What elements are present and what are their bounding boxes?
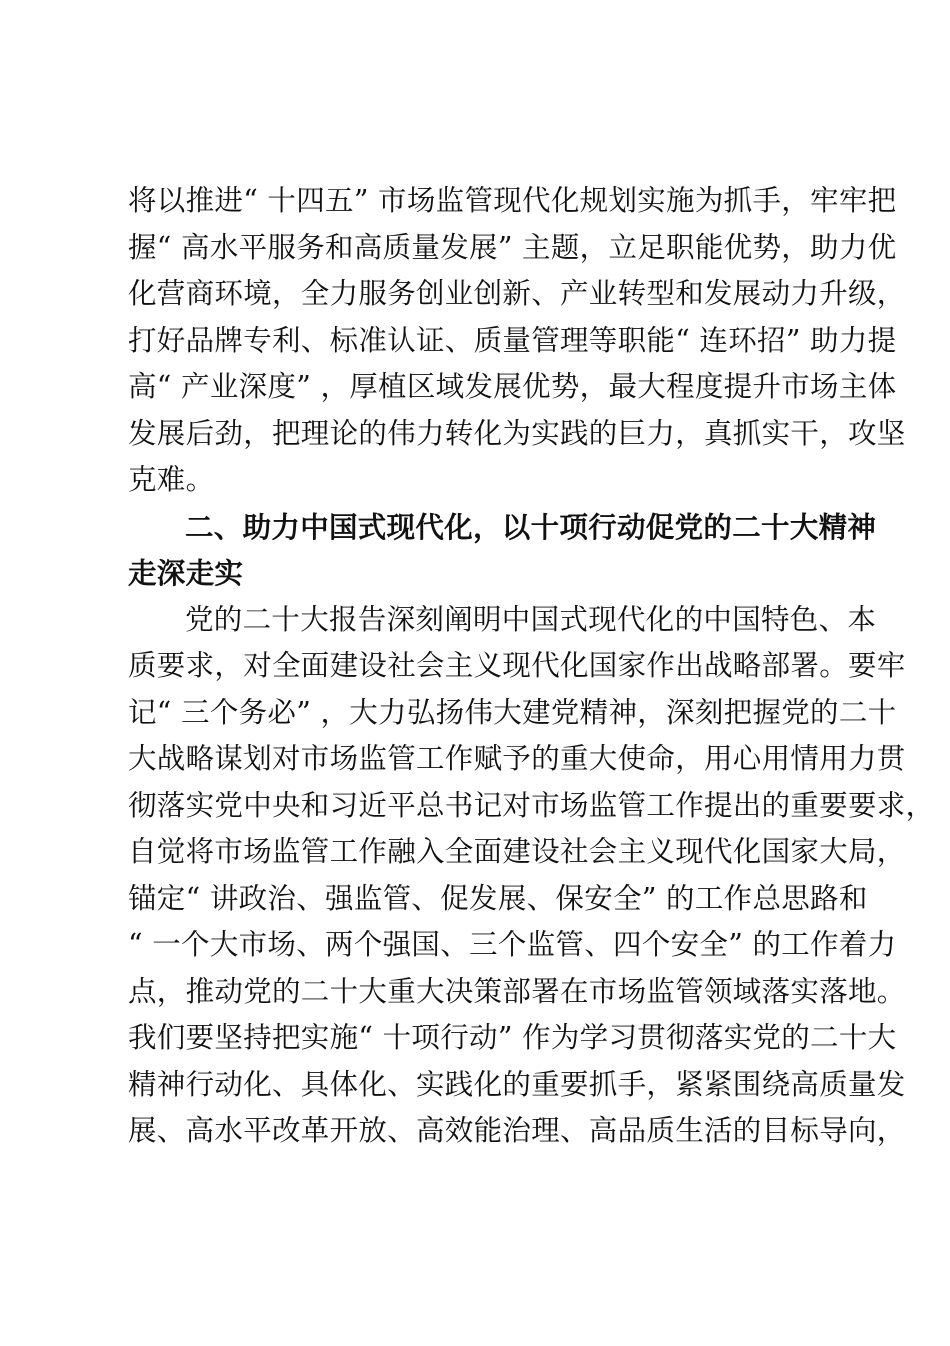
heading-line: 二、助力中国式现代化，以十项行动促党的二十大精神 <box>185 509 877 544</box>
text-line: 点，推动党的二十大重大决策部署在市场监管领域落实落地。 <box>128 974 906 1008</box>
text-line: 我们要坚持把实施“ 十项行动” 作为学习贯彻落实党的二十大 <box>128 1021 897 1054</box>
text-line: 克难。 <box>128 463 215 496</box>
text-line: 精神行动化、具体化、实践化的重要抓手，紧紧围绕高质量发 <box>128 1067 906 1101</box>
text-line: 发展后劲，把理论的伟力转化为实践的巨力，真抓实干，攻坚 <box>128 416 906 450</box>
paragraph-1 <box>128 178 906 504</box>
paragraph-2 <box>128 597 935 1155</box>
document-page <box>128 178 935 1155</box>
text-line: 握“ 高水平服务和高质量发展” 主题，立足职能优势，助力优 <box>128 230 897 264</box>
text-line: 党的二十大报告深刻阐明中国式现代化的中国特色、本 <box>185 602 877 636</box>
heading-line: 走深走实 <box>128 556 244 590</box>
text-line: 将以推进“ 十四五” 市场监管现代化规划实施为抓手，牢牢把 <box>128 184 897 217</box>
text-line: 高“ 产业深度” ，厚植区域发展优势，最大程度提升市场主体 <box>128 370 897 403</box>
text-line: 锚定“ 讲政治、强监管、促发展、保安全” 的工作总思路和 <box>128 881 868 915</box>
text-line: 自觉将市场监管工作融入全面建设社会主义现代化国家大局， <box>128 835 906 868</box>
text-line: 打好品牌专利、标准认证、质量管理等职能“ 连环招” 助力提 <box>128 323 897 357</box>
text-line: “ 一个大市场、两个强国、三个监管、四个安全” 的工作着力 <box>128 928 897 961</box>
text-line: 大战略谋划对市场监管工作赋予的重大使命，用心用情用力贯 <box>128 742 906 775</box>
text-line: 彻落实党中央和习近平总书记对市场监管工作提出的重要要求， <box>128 788 935 822</box>
section-heading-2 <box>128 504 877 597</box>
text-line: 化营商环境，全力服务创业创新、产业转型和发展动力升级， <box>128 277 906 310</box>
text-line: 展、高水平改革开放、高效能治理、高品质生活的目标导向， <box>128 1114 906 1147</box>
text-line: 质要求，对全面建设社会主义现代化国家作出战略部署。要牢 <box>128 649 906 682</box>
text-line: 记“ 三个务必” ，大力弘扬伟大建党精神，深刻把握党的二十 <box>128 695 897 729</box>
